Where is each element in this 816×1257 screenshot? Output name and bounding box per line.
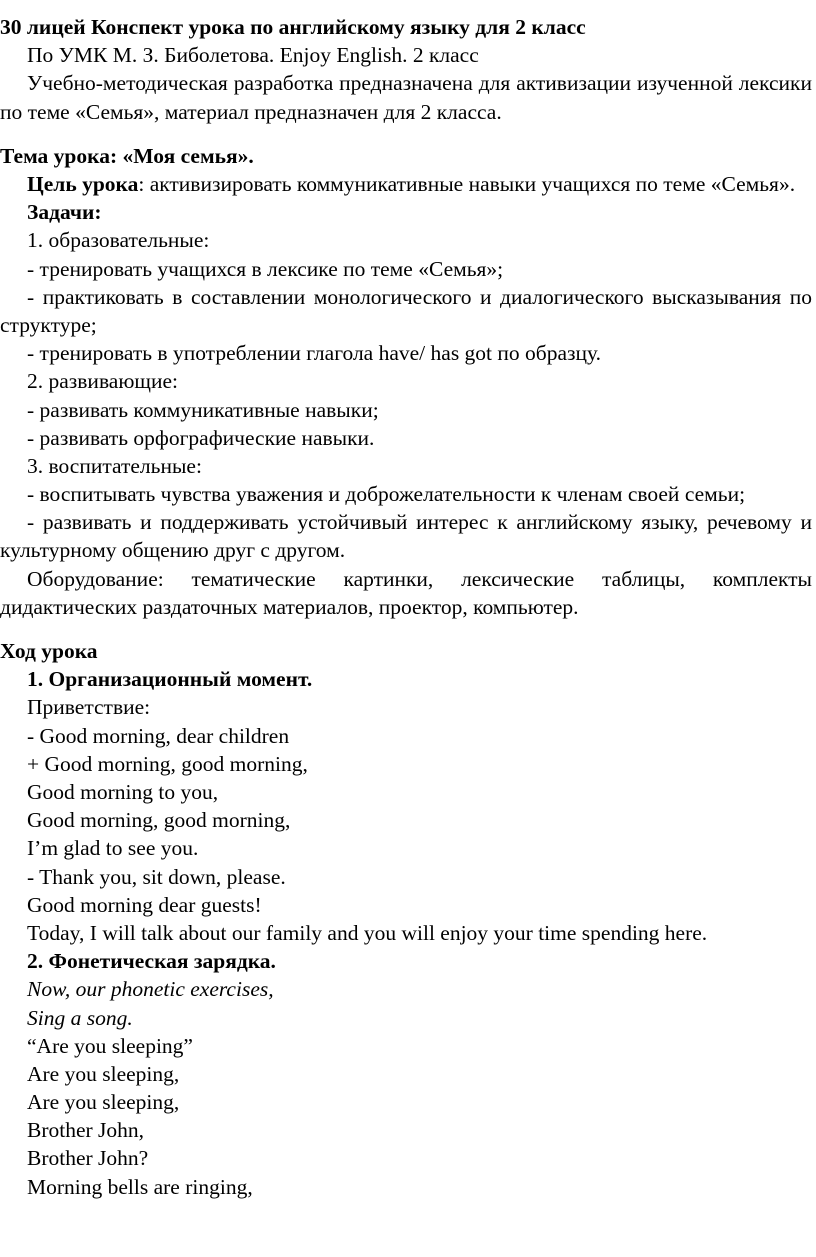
- lesson-heading: Ход урока: [0, 639, 98, 664]
- stage2-italic-line: Sing a song.: [27, 1005, 133, 1030]
- task-group-title: 1. образовательные:: [27, 228, 210, 253]
- task-item: - тренировать в употреблении глагола have/ has got по образцу.: [27, 341, 601, 366]
- task-item: - развивать коммуникативные навыки;: [27, 397, 379, 422]
- spacer: [0, 621, 812, 637]
- task-group-title: 2. развивающие:: [27, 369, 178, 394]
- stage1-line: Good morning, good morning,: [27, 808, 291, 833]
- song-line: “Are you sleeping”: [27, 1033, 193, 1058]
- task-item: - развивать орфографические навыки.: [27, 425, 375, 450]
- equipment-paragraph: Оборудование: тематические картинки, лексические таблицы, комплекты дидактических раздаточных материалов, проектор, компьютер.: [0, 566, 812, 619]
- stage1-title: 1. Организационный момент.: [27, 667, 313, 692]
- stage1-line: Good morning dear guests!: [27, 892, 262, 917]
- song-line: Are you sleeping,: [27, 1061, 180, 1086]
- document-title: 30 лицей Конспект урока по английскому языку для 2 класс: [0, 15, 586, 39]
- topic-heading: Тема урока: «Моя семья».: [0, 143, 254, 168]
- song-line: Are you sleeping,: [27, 1090, 180, 1115]
- stage1-line: - Thank you, sit down, please.: [27, 864, 286, 889]
- song-line: Morning bells are ringing,: [27, 1174, 253, 1199]
- song-line: Brother John?: [27, 1146, 149, 1171]
- goal-paragraph: [0, 170, 812, 198]
- song-line: Brother John,: [27, 1118, 145, 1143]
- stage2-italic-line: Now, our phonetic exercises,: [27, 977, 274, 1002]
- task-item: - практиковать в составлении монологического и диалогического высказывания по структуре;: [0, 284, 812, 337]
- stage1-line: Приветствие:: [27, 695, 151, 720]
- task-group-title: 3. воспитательные:: [27, 453, 202, 478]
- stage2-title: 2. Фонетическая зарядка.: [27, 949, 276, 974]
- stage1-line: I’m glad to see you.: [27, 836, 199, 861]
- task-item: - тренировать учащихся в лексике по теме «Семья»;: [27, 256, 504, 281]
- stage1-line: Today, I will talk about our family and you will enjoy your time spending here.: [27, 920, 708, 945]
- goal-label: Цель урока: [27, 171, 139, 196]
- goal-text: : активизировать коммуникативные навыки учащихся по теме «Семья».: [138, 171, 796, 196]
- tasks-heading: Задачи:: [27, 200, 102, 225]
- umk-line: По УМК М. З. Биболетова. Enjoy English. 2 класс: [27, 43, 479, 68]
- stage1-line: - Good morning, dear children: [27, 723, 290, 748]
- stage1-line: + Good morning, good morning,: [27, 751, 308, 776]
- task-item: - развивать и поддерживать устойчивый интерес к английскому языку, речевому и культурному общению друг с другом.: [0, 510, 812, 563]
- description-paragraph: Учебно-методическая разработка предназначена для активизации изученной лексики по теме «Семья», материал предназначен для 2 класса.: [0, 71, 812, 124]
- task-item: - воспитывать чувства уважения и доброжелательности к членам своей семьи;: [27, 482, 746, 507]
- spacer: [0, 126, 812, 142]
- stage1-line: Good morning to you,: [27, 780, 219, 805]
